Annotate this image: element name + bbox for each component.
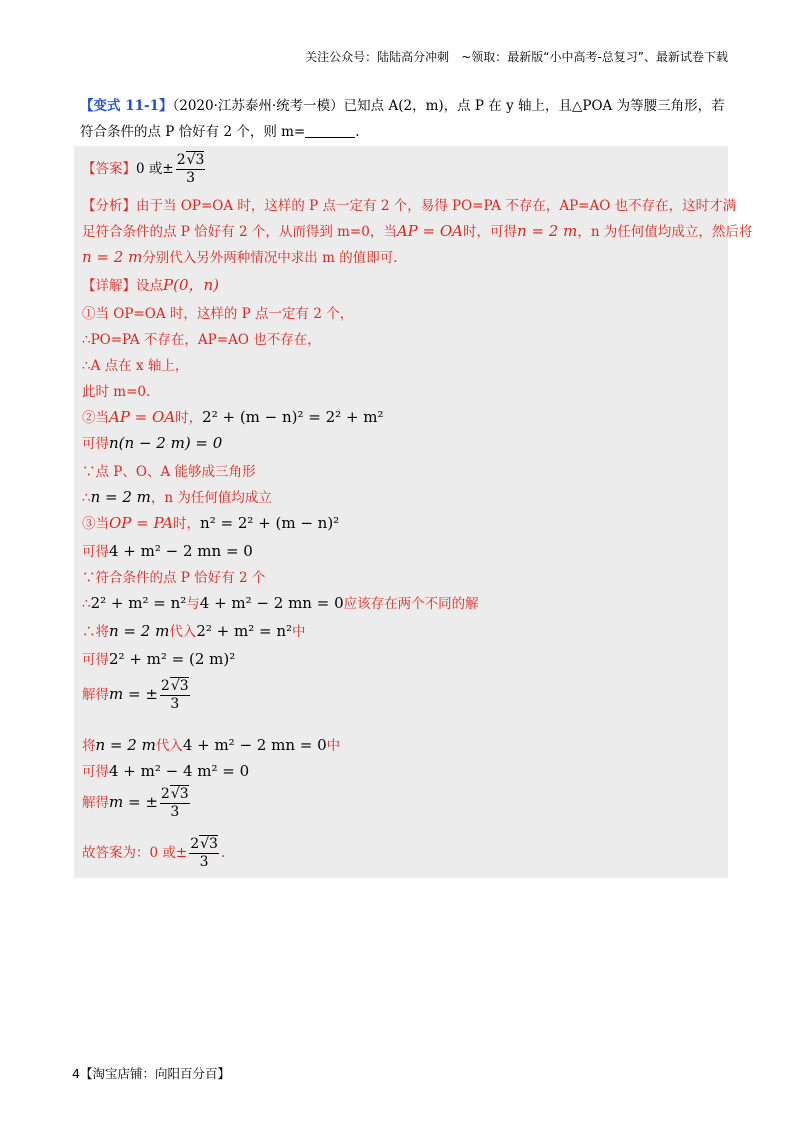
- analysis-line-3: n = 2 m分别代入另外两种情况中求出 m 的值即可.: [82, 248, 398, 266]
- question-tag: 【变式 11-1】: [80, 98, 173, 114]
- step-line: ∴将n = 2 m代入2² + m² = n²中: [82, 622, 306, 640]
- step-line: ①当 OP=OA 时，这样的 P 点一定有 2 个，: [82, 306, 354, 322]
- step-line: ∴n = 2 m，n 为任何值均成立: [82, 488, 272, 506]
- step-line: ∴A 点在 x 轴上，: [82, 358, 189, 374]
- page-footer: 4【淘宝店铺：向阳百分百】: [72, 1066, 230, 1081]
- step-line: ∴PO=PA 不存在，AP=AO 也不存在，: [82, 332, 321, 348]
- step-line: 可得4 + m² − 2 mn = 0: [82, 542, 253, 560]
- step-line: 可得2² + m² = (2 m)²: [82, 650, 236, 668]
- answer-blank: [305, 123, 355, 138]
- step-line: ∴2² + m² = n²与4 + m² − 2 mn = 0应该存在两个不同的解: [82, 594, 479, 612]
- question-line-1: 【变式 11-1】（2020·江苏泰州·统考一模）已知点 A(2，m)，点 P 在 y 轴上，且△POA 为等腰三角形，若: [80, 98, 725, 114]
- step-line: ②当AP = OA时，2² + (m − n)² = 2² + m²: [82, 408, 384, 426]
- step-line: 解得m = ± $\frac{2√3}{3}$: [82, 786, 189, 820]
- solution-box: [74, 146, 753, 878]
- step-line: 解得m = ± $\frac{2√3}{3}$: [82, 678, 189, 712]
- analysis-line-2: 足符合条件的点 P 恰好有 2 个，从而得到 m=0，当AP = OA时，可得n = 2 m，n 为任何值均成立，然后将: [82, 222, 753, 240]
- page-header: 关注公众号：陆陆高分冲刺 ~领取：最新版“小中高考-总复习”、最新试卷下载: [305, 50, 728, 64]
- step-line: ③当OP = PA时，n² = 2² + (m − n)²: [82, 514, 340, 532]
- analysis-line-1: 【分析】由于当 OP=OA 时，这样的 P 点一定有 2 个，易得 PO=PA 不存在，AP=AO 也不存在，这时才满: [82, 198, 737, 214]
- step-line: 可得4 + m² − 4 m² = 0: [82, 762, 250, 780]
- fraction: $\frac{2√3}{3}$: [160, 786, 189, 820]
- step-line: 将n = 2 m代入4 + m² − 2 mn = 0中: [82, 736, 341, 754]
- detail-line: 【详解】设点P(0，n): [82, 276, 220, 294]
- question: [80, 93, 728, 145]
- step-line: 此时 m=0.: [82, 384, 151, 400]
- answer-line: 【答案】0 或± $\frac{2√3}{3}$: [82, 152, 205, 186]
- question-line-2: 符合条件的点 P 恰好有 2 个，则 m= .: [80, 124, 360, 140]
- step-line: ∵符合条件的点 P 恰好有 2 个: [82, 570, 266, 586]
- fraction: $\frac{2√3}{3}$: [176, 152, 205, 186]
- fraction: $\frac{2√3}{3}$: [160, 678, 189, 712]
- step-line: ∵点 P、O、A 能够成三角形: [82, 464, 256, 480]
- final-answer-line: 故答案为：0 或± $\frac{2√3}{3}$ .: [82, 836, 226, 870]
- fraction: $\frac{2√3}{3}$: [190, 836, 218, 870]
- step-line: 可得n(n − 2 m) = 0: [82, 434, 223, 452]
